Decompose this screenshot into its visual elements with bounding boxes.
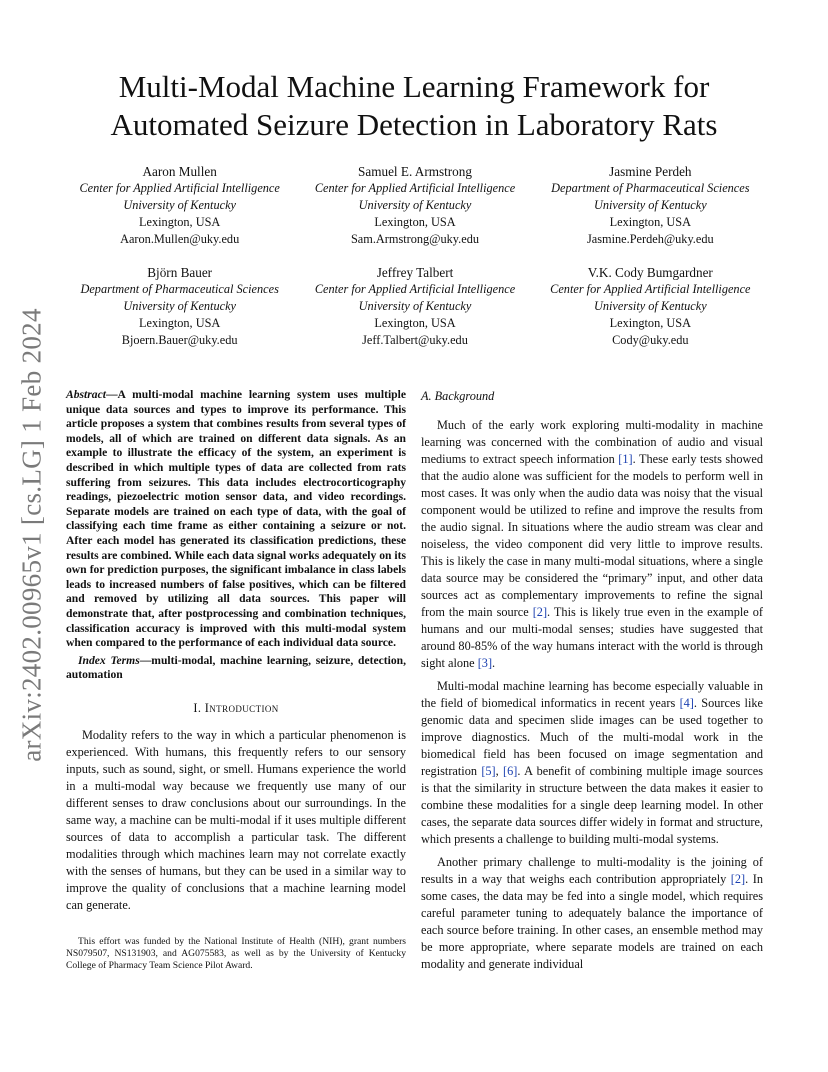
left-column [66,388,406,920]
index-terms [66,654,406,683]
background-paragraph-2 [421,678,763,848]
author-block [297,264,532,349]
author-location: Lexington, USA [139,316,221,330]
section-title: Introduction [204,700,279,715]
text-run: . [492,656,496,670]
author-university: University of Kentucky [358,299,472,313]
author-email: Bjoern.Bauer@uky.edu [121,333,238,347]
author-email: Aaron.Mullen@uky.edu [120,232,240,246]
citation-link[interactable]: [4] [679,696,694,710]
text-run: . Sources like genomic data and specimen slide images can be used together to improve diagnostics. Much of the multi-modal work in the biomedical field has been focused on image segmentation and registration [421,696,763,778]
text-run: Multi-modal machine learning has become especially valuable in the field of biomedical informatics in recent years [421,679,763,710]
funding-footnote: This effort was funded by the National Institute of Health (NIH), grant numbers NS079507, NS131903, and AG075583, as well as by the University of Kentucky College of Pharmacy Team Science Pilot Award. [66,936,406,971]
author-location: Lexington, USA [374,215,456,229]
author-row-1 [62,163,768,248]
text-run: . This is likely true even in the example of humans and our multi-modal senses; studies have suggested that around 80-85% of the way humans interact with the world is through sight alone [421,605,763,670]
arxiv-identifier-text: arXiv:2402.00965v1 [cs.LG] 1 Feb 2024 [16,308,47,762]
author-affiliation: Department of Pharmaceutical Sciences [80,282,279,296]
text-run: , [495,764,504,778]
author-block [297,163,532,248]
text-run: Much of the early work exploring multi-modality in machine learning was concerned with the combination of audio and visual mediums to extract speech information [421,418,763,466]
author-location: Lexington, USA [609,316,691,330]
citation-link[interactable]: [5] [481,764,496,778]
section-heading [66,700,406,717]
background-paragraph-1 [421,417,763,672]
index-terms-label: Index Terms [78,653,140,667]
author-name: Aaron Mullen [142,164,217,179]
author-university: University of Kentucky [123,198,236,212]
author-location: Lexington, USA [374,316,456,330]
citation-link[interactable]: [1] [618,452,633,466]
text-run: . A benefit of combining multiple image sources is that the similarity in structure between the data makes it easier to combine these modalities for a single deep learning model. In other cases, the separate data sources differ widely in format and structure, which presents a challenge to building multi-modal systems. [421,764,764,846]
author-block [62,264,297,349]
author-university: University of Kentucky [593,299,707,313]
citation-link[interactable]: [3] [477,656,493,670]
text-run: . These early tests showed that the audio alone was sufficient for the models to perform well in most cases. It was only when the audio data was noisy that the visual component would be utilized to refine and improve the results from the audio signal. In situations where the audio stream was clear and noiseless, the video component did very little to improve results. This is likely the case in many multi-modal situations, where a single data source may be considered the “primary” input, and other data sources act as complementary improvements to refine the signal from the main source [421,452,763,619]
author-block [533,264,768,349]
author-email: Jasmine.Perdeh@uky.edu [587,232,714,246]
right-column [421,388,763,979]
title-line-2: Automated Seizure Detection in Laboratory Rats [110,107,718,142]
arxiv-identifier [2,290,62,780]
author-affiliation: Center for Applied Artificial Intelligence [550,282,751,296]
author-affiliation: Center for Applied Artificial Intelligence [314,181,516,195]
author-name: Jasmine Perdeh [609,164,692,179]
abstract-text: —A multi-modal machine learning system uses multiple unique data sources and types to improve its performance. This article proposes a system that combines results from several types of models, all of which are trained on different data signals. As an example to illustrate the efficacy of the system, an experiment is described in which multiple types of data are collected from rats suffering from seizures. This data includes electrocorticography readings, piezoelectric motion sensor data, and video recordings. Separate models are trained on each type of data, with the goal of classifying each time frame as either containing a seizure or not. After each model has generated its classification predictions, these results are combined. While each data signal works adequately on its own for prediction purposes, the significant imbalance in class labels leads to increased numbers of false positives, which can be filtered and removed by utilizing all data sources. This paper will demonstrate that, after postprocessing and combination techniques, classification accuracy is improved with this multi-modal system when compared to the performance of each individual data source. [66,388,406,650]
author-university: University of Kentucky [593,198,707,212]
intro-paragraph: Modality refers to the way in which a particular phenomenon is experienced. With humans, this frequently refers to our sensory inputs, such as sound, sight, or smell. Humans experience the world in a multi-modal way because we frequently use many of our different senses to draw conclusions about our surroundings. In the same way, a machine can be multi-modal if it uses multiple different sources of data to accomplish a particular task. The different modalities through which machines learn may not correlate exactly with the senses of humans, but they can be used in a similar way to improve the quality of conclusions that a machine learning model can generate. [66,727,406,912]
author-name: V.K. Cody Bumgardner [587,265,713,280]
author-row-2 [62,264,768,349]
author-affiliation: Center for Applied Artificial Intelligence [79,181,280,195]
author-location: Lexington, USA [139,215,221,229]
section-numeral: I. [193,700,205,715]
author-name: Samuel E. Armstrong [358,164,472,179]
author-affiliation: Center for Applied Artificial Intelligence [314,282,516,296]
author-name: Björn Bauer [147,265,213,280]
author-university: University of Kentucky [358,198,472,212]
paper-title [60,68,768,144]
author-university: University of Kentucky [123,299,236,313]
author-block [533,163,768,248]
author-name: Jeffrey Talbert [376,265,454,280]
citation-link[interactable]: [2] [730,872,746,886]
author-email: Sam.Armstrong@uky.edu [350,232,479,246]
subsection-heading: A. Background [421,389,495,403]
background-paragraph-3 [421,854,763,973]
title-line-1: Multi-Modal Machine Learning Framework for [118,69,710,104]
abstract-label: Abstract [66,388,106,401]
author-block [62,163,297,248]
author-email: Cody@uky.edu [612,333,689,347]
index-terms-text: —multi-modal, machine learning, seizure, detection, automation [66,653,406,682]
text-run: . In some cases, the data may be fed into a single model, which requires careful parameter tuning to adequately balance the importance of each source before training. In other cases, an ensemble method may be more appropriate, where separate models are trained on each modality and generate individual [421,872,763,971]
citation-link[interactable]: [2] [532,605,548,619]
text-run: Another primary challenge to multi-modality is the joining of results in a way that weighs each contribution appropriately [421,855,763,886]
abstract [66,388,406,651]
author-email: Jeff.Talbert@uky.edu [362,333,468,347]
author-affiliation: Department of Pharmaceutical Sciences [551,181,750,195]
author-location: Lexington, USA [609,215,691,229]
citation-link[interactable]: [6] [503,764,518,778]
